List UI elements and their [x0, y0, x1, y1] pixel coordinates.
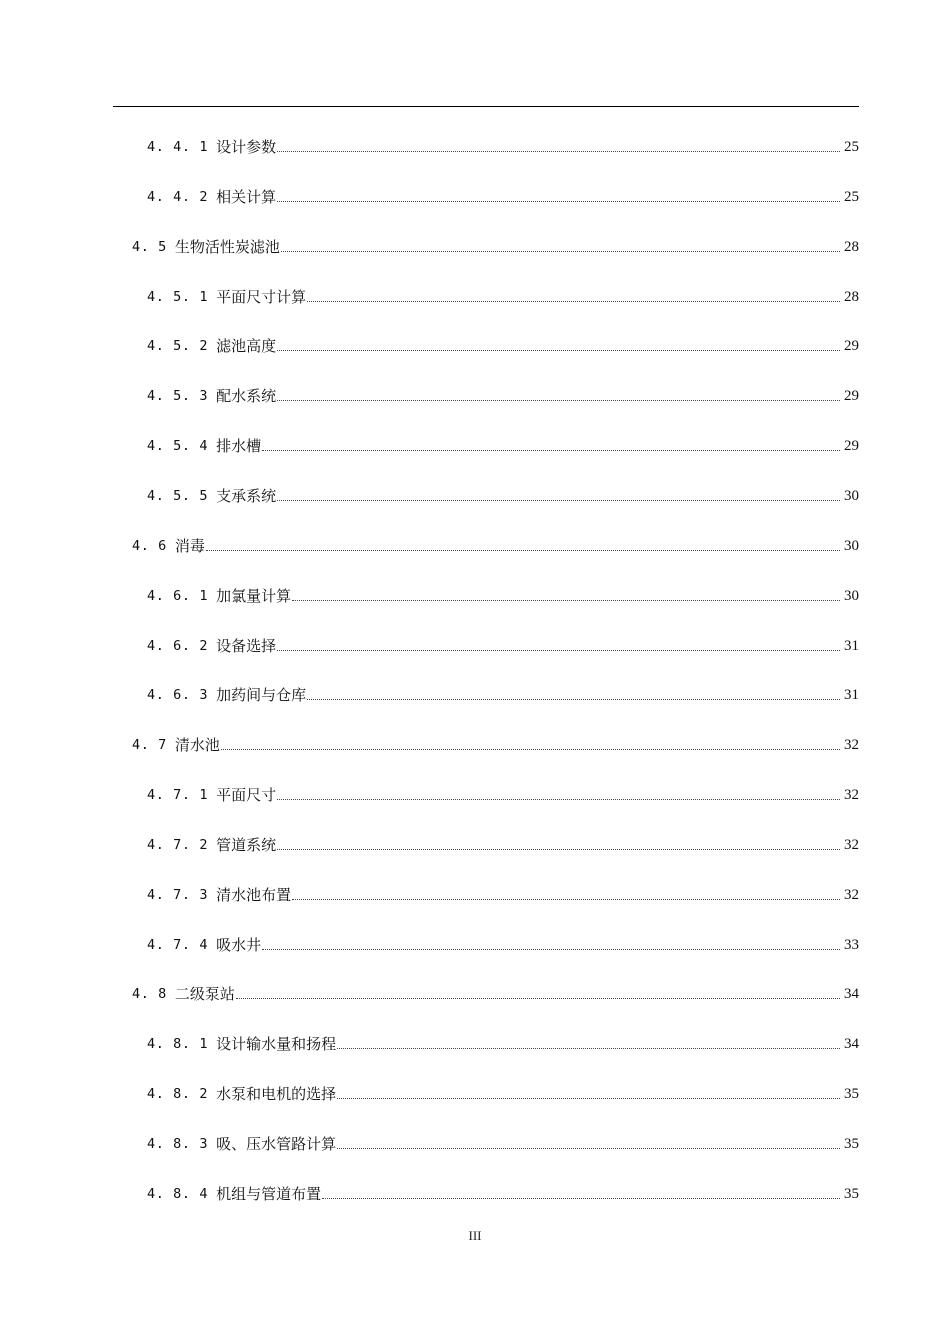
toc-entry-title: 排水槽 — [216, 437, 262, 456]
toc-entry-page-number: 31 — [844, 687, 859, 704]
toc-entry[interactable] — [147, 382, 859, 406]
toc-dot-leader — [337, 1098, 840, 1099]
toc-entry-page-number: 28 — [844, 288, 859, 305]
toc-entry-number: 4. 6 — [132, 537, 167, 554]
toc-entry[interactable] — [147, 1130, 859, 1154]
toc-entry[interactable] — [132, 731, 859, 755]
toc-dot-leader — [292, 899, 840, 900]
toc-entry[interactable] — [147, 781, 859, 805]
toc-dot-leader — [262, 450, 840, 451]
toc-entry-number: 4. 7. 2 — [147, 836, 209, 853]
toc-entry-number: 4. 5. 3 — [147, 388, 209, 405]
toc-entry[interactable] — [147, 432, 859, 456]
toc-entry[interactable] — [147, 482, 859, 506]
toc-entry-page-number: 32 — [844, 787, 859, 804]
toc-dot-leader — [292, 600, 840, 601]
toc-entry[interactable] — [147, 283, 859, 307]
toc-dot-leader — [277, 350, 840, 351]
toc-entry-page-number: 32 — [844, 836, 859, 853]
toc-entry-title: 支承系统 — [216, 486, 277, 505]
toc-dot-leader — [236, 998, 840, 999]
toc-entry[interactable] — [147, 931, 859, 955]
toc-entry-title: 设计输水量和扬程 — [216, 1035, 337, 1054]
toc-entry-number: 4. 5. 4 — [147, 438, 209, 455]
toc-entry-title: 加氯量计算 — [216, 586, 292, 605]
toc-entry-page-number: 29 — [844, 338, 859, 355]
toc-entry-number: 4. 5. 1 — [147, 288, 209, 305]
toc-entry-number: 4. 4. 2 — [147, 188, 209, 205]
toc-entry[interactable] — [147, 632, 859, 656]
toc-entry-page-number: 32 — [844, 886, 859, 903]
toc-entry-page-number: 34 — [844, 1036, 859, 1053]
toc-entry-title: 加药间与仓库 — [216, 686, 307, 705]
toc-entry-number: 4. 6. 3 — [147, 687, 209, 704]
toc-entry[interactable] — [147, 831, 859, 855]
toc-entry-title: 相关计算 — [216, 187, 277, 206]
page-number-footer: III — [468, 1228, 482, 1243]
toc-entry[interactable] — [147, 133, 859, 157]
header-rule — [113, 106, 859, 107]
toc-entry-number: 4. 7. 4 — [147, 936, 209, 953]
toc-entry-title: 吸水井 — [216, 935, 262, 954]
toc-entry-number: 4. 7 — [132, 737, 167, 754]
toc-entry-title: 平面尺寸 — [216, 786, 277, 805]
toc-dot-leader — [277, 849, 840, 850]
toc-entry-title: 配水系统 — [216, 387, 277, 406]
toc-dot-leader — [307, 699, 840, 700]
toc-entry[interactable] — [147, 1180, 859, 1204]
toc-entry-title: 设计参数 — [216, 138, 277, 156]
toc-entry[interactable] — [147, 332, 859, 356]
toc-entry-page-number: 28 — [844, 238, 859, 255]
toc-dot-leader — [277, 400, 840, 401]
toc-dot-leader — [281, 251, 840, 252]
toc-entry-number: 4. 7. 3 — [147, 886, 209, 903]
toc-entry[interactable] — [132, 980, 859, 1004]
toc-entry-title: 生物活性炭滤池 — [174, 237, 280, 256]
toc-entry-page-number: 29 — [844, 438, 859, 455]
toc-entry-page-number: 25 — [844, 188, 859, 205]
toc-dot-leader — [262, 949, 840, 950]
toc-entry-page-number: 35 — [844, 1136, 859, 1152]
toc-entry-title: 设备选择 — [216, 636, 277, 655]
toc-entry-title: 二级泵站 — [174, 985, 235, 1004]
toc-entry-number: 4. 5. 5 — [147, 487, 209, 504]
toc-entry-title: 机组与管道布置 — [216, 1184, 322, 1203]
toc-entry[interactable] — [147, 1030, 859, 1054]
toc-entry-title: 清水池布置 — [216, 885, 292, 904]
toc-entry[interactable] — [147, 582, 859, 606]
toc-entry-page-number: 29 — [844, 388, 859, 405]
toc-entry-title: 滤池高度 — [216, 337, 277, 356]
toc-entry[interactable] — [147, 881, 859, 905]
toc-dot-leader — [277, 500, 840, 501]
toc-dot-leader — [277, 201, 840, 202]
toc-dot-leader — [277, 799, 840, 800]
toc-entry-page-number: 30 — [844, 537, 859, 554]
toc-entry-page-number: 30 — [844, 487, 859, 504]
toc-dot-leader — [277, 650, 840, 651]
toc-entry-page-number: 34 — [844, 986, 859, 1003]
toc-entry-number: 4. 8. 4 — [147, 1185, 209, 1202]
toc-entry[interactable] — [147, 1080, 859, 1104]
toc-entry-page-number: 30 — [844, 587, 859, 604]
toc-entry-page-number: 25 — [844, 139, 859, 155]
toc-dot-leader — [206, 550, 840, 551]
toc-dot-leader — [277, 151, 840, 152]
toc-entry-title: 吸、压水管路计算 — [216, 1135, 337, 1153]
toc-entry-number: 4. 7. 1 — [147, 787, 209, 804]
toc-dot-leader — [307, 301, 840, 302]
toc-entry-number: 4. 6. 1 — [147, 587, 209, 604]
toc-entry-number: 4. 4. 1 — [147, 139, 209, 155]
toc-entry-number: 4. 5. 2 — [147, 338, 209, 355]
toc-entry[interactable] — [147, 681, 859, 705]
toc-entry-title: 管道系统 — [216, 835, 277, 854]
toc-entry-number: 4. 8 — [132, 986, 167, 1003]
toc-entry-title: 水泵和电机的选择 — [216, 1085, 337, 1104]
toc-entry-title: 清水池 — [174, 736, 220, 755]
toc-entry-title: 平面尺寸计算 — [216, 287, 307, 306]
toc-entry-page-number: 35 — [844, 1086, 859, 1103]
toc-entry-number: 4. 8. 2 — [147, 1086, 209, 1103]
toc-entry-page-number: 33 — [844, 936, 859, 953]
toc-dot-leader — [221, 749, 840, 750]
toc-entry-page-number: 35 — [844, 1185, 859, 1202]
toc-entry-number: 4. 8. 1 — [147, 1036, 209, 1053]
toc-entry-number: 4. 6. 2 — [147, 637, 209, 654]
toc-entry[interactable] — [132, 532, 859, 556]
toc-dot-leader — [337, 1148, 840, 1149]
toc-entry-page-number: 31 — [844, 637, 859, 654]
toc-entry-title: 消毒 — [174, 536, 205, 555]
toc-entry-number: 4. 8. 3 — [147, 1136, 209, 1152]
toc-entry[interactable] — [132, 233, 859, 257]
toc-entry-number: 4. 5 — [132, 238, 167, 255]
toc-dot-leader — [337, 1048, 840, 1049]
toc-entry-page-number: 32 — [844, 737, 859, 754]
toc-dot-leader — [322, 1198, 840, 1199]
toc-entry[interactable] — [147, 183, 859, 207]
